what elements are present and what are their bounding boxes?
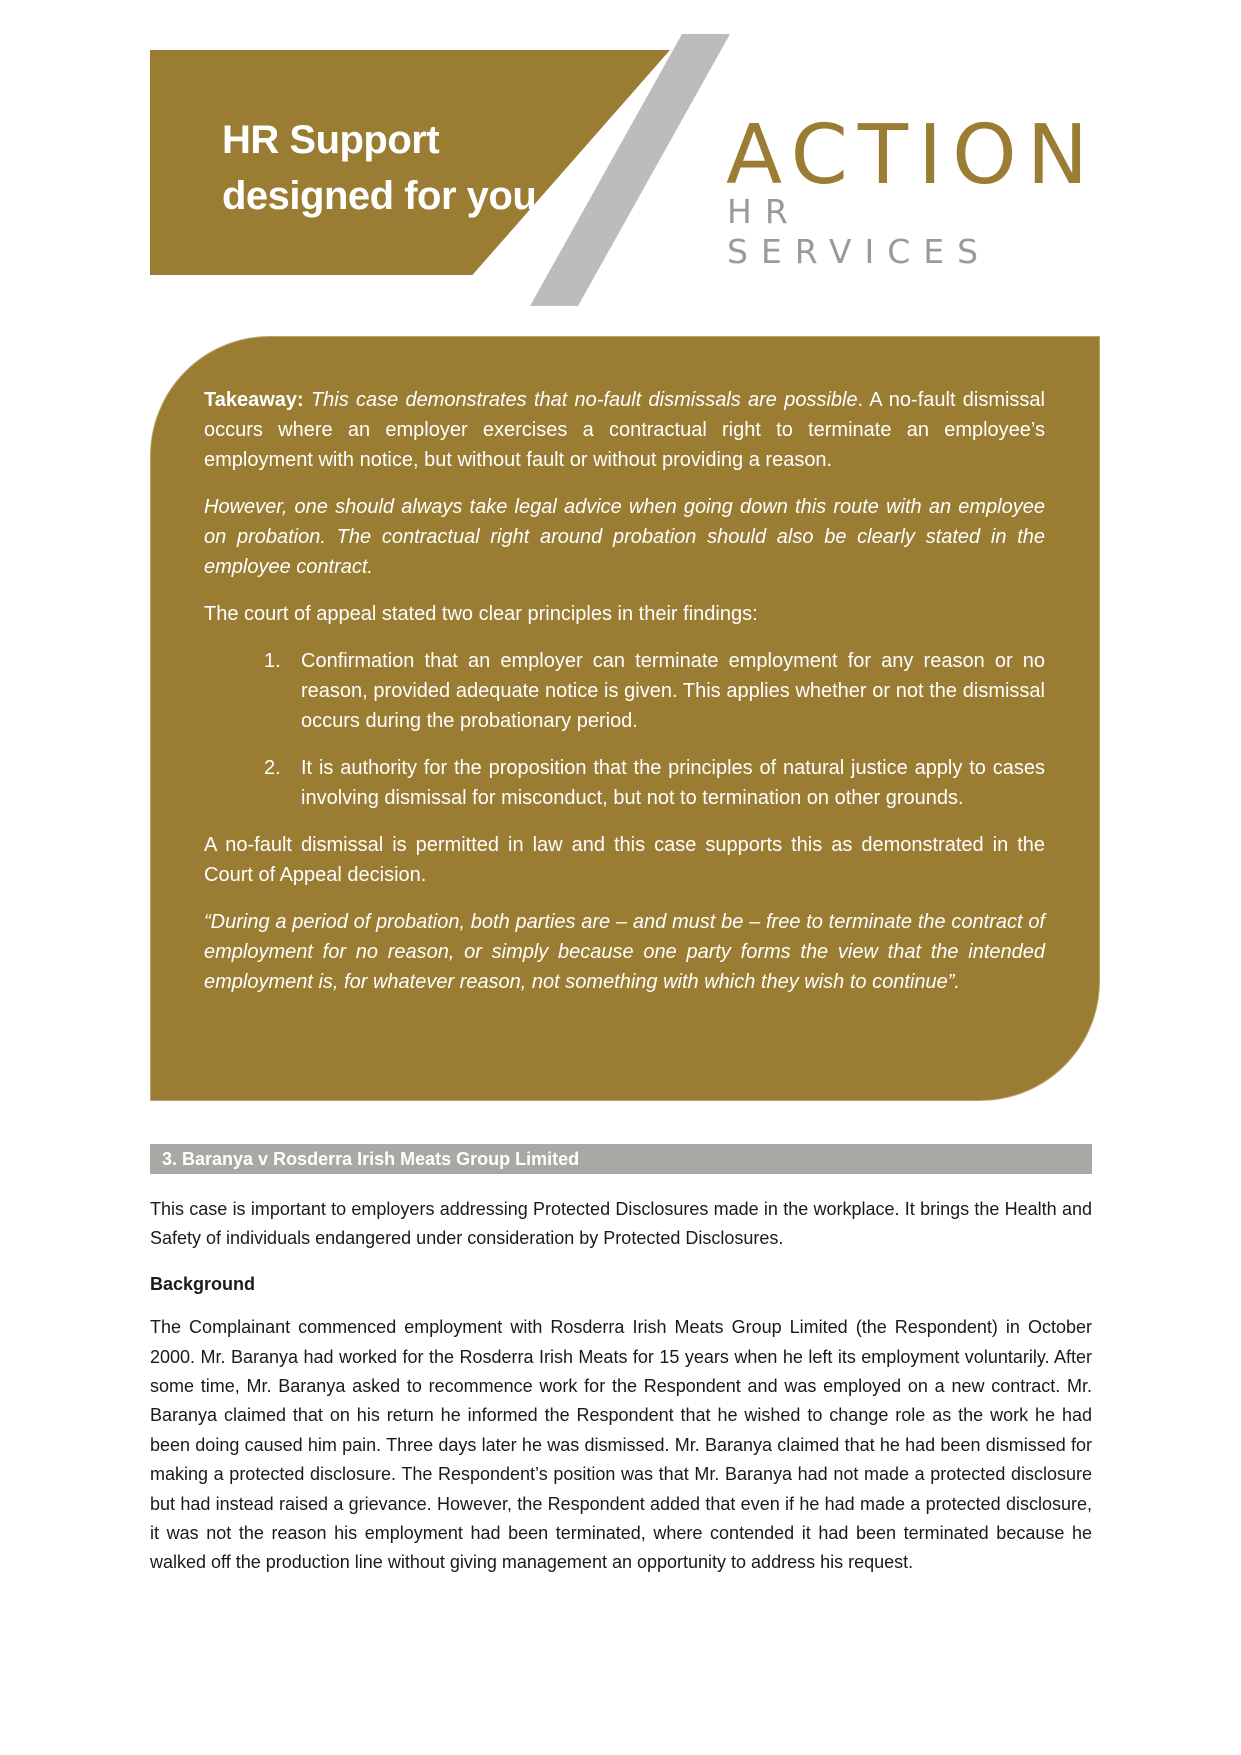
list-item-number: 1. (264, 650, 281, 672)
section-body (150, 1195, 1092, 1594)
takeaway-quote-text: “During a period of probation, both parties are – and must be – free to terminate the contract of employment for no reason, or simply because one party forms the view that the intended employment is, for whatever reason, not something with which they wish to continue”. (204, 911, 1045, 993)
takeaway-quote (204, 907, 1045, 997)
background-text: The Complainant commenced employment with Rosderra Irish Meats Group Limited (the Respondent) in October 2000. Mr. Baranya had worked for the Rosderra Irish Meats for 15 years when he left its employment voluntarily. After some time, Mr. Baranya asked to recommence work for the Respondent and was employed on a new contract. Mr. Baranya claimed that on his return he informed the Respondent that he wished to change role as the work he had been doing caused him pain. Three days later he was dismissed. Mr. Baranya claimed that he had been dismissed for making a protected disclosure. The Respondent’s position was that Mr. Baranya had not made a protected disclosure but had instead raised a grievance. However, the Respondent added that even if he had made a protected disclosure, it was not the reason his employment had been terminated, where contended it had been terminated because he walked off the production line without giving management an opportunity to address his request. (150, 1317, 1092, 1573)
list-item-text: It is authority for the proposition that the principles of natural justice apply to cases involving dismissal for misconduct, but not to termination on other grounds. (301, 757, 1045, 809)
logo-wordmark: ACTION (726, 108, 1099, 203)
takeaway-conclusion: A no-fault dismissal is permitted in law and this case supports this as demonstrated in the Court of Appeal decision. (204, 834, 1045, 886)
takeaway-lead (204, 385, 1045, 475)
takeaway-lead-italic: This case demonstrates that no-fault dismissals are possible (310, 389, 858, 411)
takeaway-box (150, 336, 1100, 1101)
banner-title-line1: HR Support (222, 118, 440, 162)
takeaway-label: Takeaway: (204, 389, 304, 411)
takeaway-lead-rest: . A no-fault dismissal occurs where an employer exercises a contractual right to terminate an employee’s employment with notice, but without fault or without providing a reason. (204, 389, 1045, 471)
takeaway-advice-text: However, one should always take legal advice when going down this route with an employee on probation. The contractual right around probation should also be clearly stated in the employee contract. (204, 496, 1045, 578)
section-heading-bar: 3. Baranya v Rosderra Irish Meats Group Limited (150, 1144, 1092, 1174)
list-item (204, 646, 1045, 736)
list-item (204, 753, 1045, 813)
takeaway-advice (204, 492, 1045, 582)
logo-subtitle: HR SERVICES (727, 192, 992, 271)
background-heading: Background (150, 1273, 256, 1294)
banner-title-line2: designed for you (222, 174, 537, 218)
section-intro: This case is important to employers addressing Protected Disclosures made in the workplace. It brings the Health and Safety of individuals endangered under consideration by Protected Disclosures. (150, 1199, 1092, 1249)
list-item-text: Confirmation that an employer can terminate employment for any reason or no reason, provided adequate notice is given. This applies whether or not the dismissal occurs during the probationary period. (301, 650, 1045, 732)
principles-list (204, 646, 1045, 813)
list-item-number: 2. (264, 757, 281, 779)
principles-intro: The court of appeal stated two clear principles in their findings: (204, 603, 758, 625)
banner-title (222, 112, 536, 224)
